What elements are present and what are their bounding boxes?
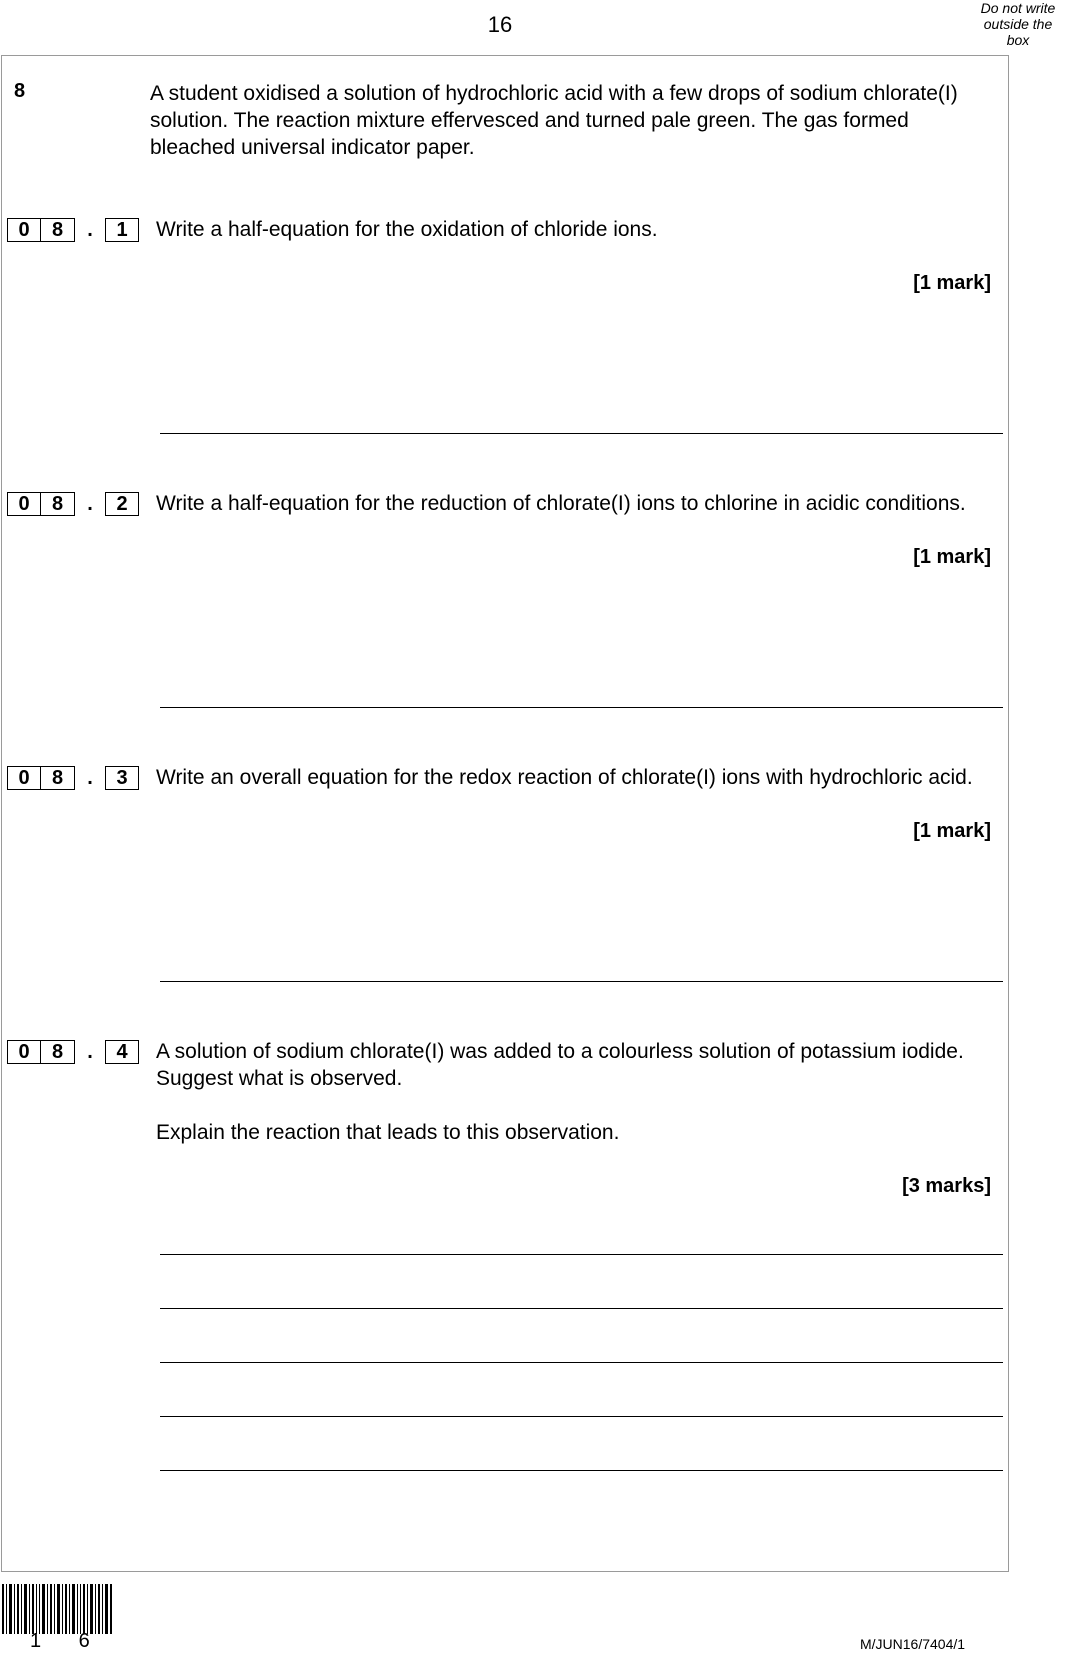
marks-label: [1 mark] (913, 272, 991, 294)
part-digit: 1 (105, 218, 139, 242)
answer-frame (1, 55, 1009, 1572)
part-digit: 0 (7, 492, 41, 516)
answer-line[interactable] (160, 1470, 1003, 1471)
part-dot: . (87, 219, 93, 241)
barcode-digits: 1 6 (30, 1630, 106, 1652)
part-text: Write an overall equation for the redox reaction of chlorate(I) ions with hydrochloric acid. (156, 766, 973, 789)
answer-line[interactable] (160, 981, 1003, 982)
part-digit: 0 (7, 1040, 41, 1064)
answer-line[interactable] (160, 1254, 1003, 1255)
part-number-box (7, 218, 139, 242)
part-digit: 3 (105, 766, 139, 790)
answer-line[interactable] (160, 1308, 1003, 1309)
part-dot: . (87, 493, 93, 515)
part-dot: . (87, 1041, 93, 1063)
marks-label: [3 marks] (902, 1175, 991, 1197)
question-stem: A student oxidised a solution of hydrochloric acid with a few drops of sodium chlorate(I) solution. The reaction mixture effervesced and turned pale green. The gas formed bleached universal indicator paper. (150, 82, 958, 159)
part-text: Write a half-equation for the reduction of chlorate(I) ions to chlorine in acidic conditions. (156, 492, 966, 515)
margin-note (970, 0, 1066, 48)
part-number-box (7, 1040, 139, 1064)
answer-line[interactable] (160, 707, 1003, 708)
paper-code: M/JUN16/7404/1 (860, 1636, 966, 1652)
answer-line[interactable] (160, 1416, 1003, 1417)
part-digit: 2 (105, 492, 139, 516)
margin-note-line: box (1006, 32, 1030, 48)
part-digit: 8 (41, 492, 75, 516)
part-text-line: Explain the reaction that leads to this observation. (156, 1121, 620, 1144)
part-number-box (7, 766, 139, 790)
part-digit: 4 (105, 1040, 139, 1064)
marks-label: [1 mark] (913, 820, 991, 842)
part-number-box (7, 492, 139, 516)
part-text-line (156, 1092, 986, 1119)
margin-note-line: outside the (983, 16, 1053, 32)
part-text-line: Suggest what is observed. (156, 1067, 403, 1090)
marks-label: [1 mark] (913, 546, 991, 568)
part-text (156, 1038, 986, 1146)
answer-line[interactable] (160, 433, 1003, 434)
part-digit: 0 (7, 218, 41, 242)
part-text: Write a half-equation for the oxidation of chloride ions. (156, 218, 658, 241)
margin-note-line: Do not write (980, 0, 1056, 16)
answer-line[interactable] (160, 1362, 1003, 1363)
part-digit: 0 (7, 766, 41, 790)
barcode-image (2, 1584, 112, 1634)
page-number: 16 (487, 12, 513, 37)
part-digit: 8 (41, 766, 75, 790)
part-digit: 8 (41, 1040, 75, 1064)
part-digit: 8 (41, 218, 75, 242)
part-text-line: A solution of sodium chlorate(I) was added to a colourless solution of potassium iodide. (156, 1040, 964, 1063)
question-number: 8 (14, 80, 26, 102)
part-dot: . (87, 767, 93, 789)
